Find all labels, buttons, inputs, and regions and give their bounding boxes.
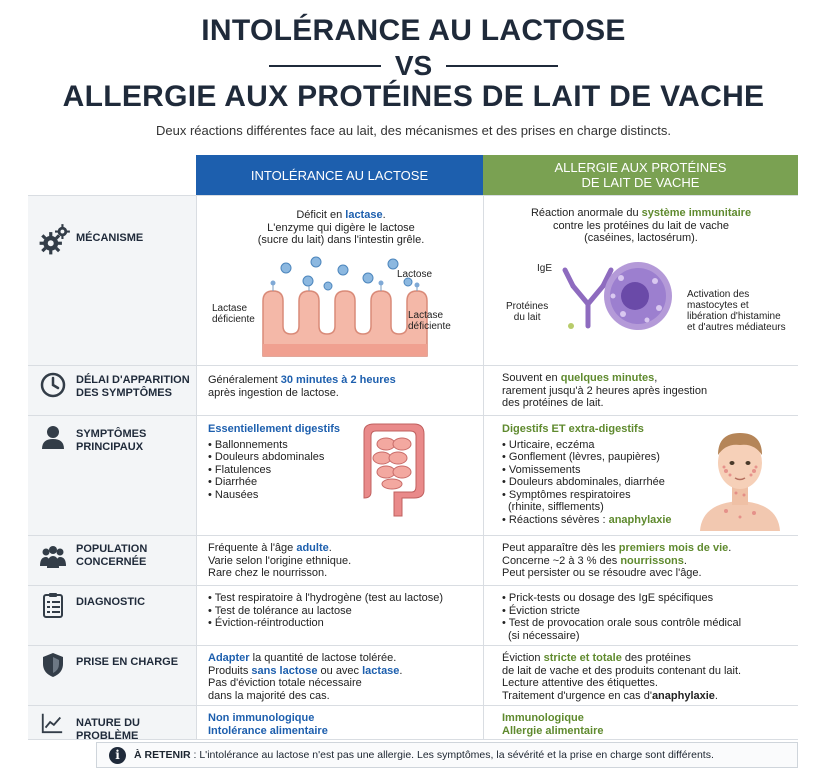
row-diagnostic	[28, 585, 798, 645]
divider	[196, 586, 197, 645]
list-item: • Urticaire, eczéma	[502, 439, 702, 452]
row-label-text: DÉLAI D'APPARITION DES SYMPTÔMES	[76, 374, 190, 399]
row-label-text: MÉCANISME	[76, 232, 144, 244]
list-item: • Éviction stricte	[502, 605, 792, 618]
column-header-allergie	[483, 155, 798, 195]
divider	[483, 706, 484, 739]
person-icon	[40, 424, 66, 450]
intestines-illustration	[356, 420, 431, 520]
row-label-prise	[28, 646, 196, 705]
delai-intolerance-text: Généralement 30 minutes à 2 heures après ingestion de lactose.	[208, 374, 396, 399]
row-population	[28, 535, 798, 585]
divider	[483, 646, 484, 705]
lactose-label: Lactose	[397, 269, 433, 280]
lactase-left-label: Lactase déficiente	[212, 303, 255, 325]
subtitle: Deux réactions différentes face au lait, des mécanismes et des prises en charge distincts.	[156, 123, 671, 138]
list-item: • Vomissements	[502, 464, 702, 477]
divider	[483, 416, 484, 535]
diagnostic-intolerance-list	[208, 592, 478, 630]
mecanisme-intolerance-text: Déficit en lactase. L'enzyme qui digère le lactose (sucre du lait) dans l'intestin grêle.	[257, 209, 425, 246]
list-item: • Ballonnements	[208, 439, 358, 452]
list-item-sub: (rhinite, sifflements)	[508, 501, 604, 513]
divider	[196, 646, 197, 705]
list-item: • Nausées	[208, 489, 358, 502]
row-label-symptomes	[28, 416, 196, 535]
row-label-delai	[28, 366, 196, 415]
row-nature	[28, 705, 798, 740]
row-prise-en-charge	[28, 645, 798, 705]
immune-cell-illustration	[543, 256, 693, 341]
row-label-text: SYMPTÔMES PRINCIPAUX	[76, 428, 147, 453]
row-delai	[28, 365, 798, 415]
row-label-text: DIAGNOSTIC	[76, 596, 146, 608]
vs-label: VS	[394, 50, 433, 81]
list-item: • Réactions sévères : anaphylaxie	[502, 513, 672, 526]
child-face-illustration	[696, 419, 784, 531]
list-item: • Éviction-réintroduction	[208, 617, 478, 630]
list-item: • Test de tolérance au lactose	[208, 605, 478, 618]
divider	[196, 366, 197, 415]
shield-icon	[40, 652, 66, 678]
prise-allergie-text: Éviction stricte et totale des protéines de lait de vache et des produits contenant du lait. Lecture attentive des étiquettes. Traitement d'urgence en cas d'anaphylaxie.	[502, 652, 742, 702]
mecanisme-allergie-text: Réaction anormale du système immunitaire contre les protéines du lait de vache (caséines, lactosérum).	[530, 207, 752, 244]
prise-intolerance-text: Adapter la quantité de lactose tolérée. Produits sans lactose ou avec lactase. Pas d'éviction totale nécessaire dans la majorité des cas.	[208, 652, 403, 702]
info-icon: i	[109, 747, 126, 764]
divider	[483, 196, 484, 365]
row-label-text: POPULATION CONCERNÉE	[76, 543, 148, 568]
list-item: • Gonflement (lèvres, paupières)	[502, 451, 702, 464]
chart-icon	[40, 711, 64, 735]
row-label-mecanisme	[28, 196, 196, 365]
activation-label: Activation des mastocytes et libération d'histamine et d'autres médiateurs	[687, 289, 786, 333]
ige-label: IgE	[537, 263, 553, 274]
divider	[196, 416, 197, 535]
list-item: • Prick-tests ou dosage des IgE spécifiques	[502, 592, 792, 605]
title-line1: INTOLÉRANCE AU LACTOSE	[201, 14, 626, 47]
title-line2: ALLERGIE AUX PROTÉINES DE LAIT DE VACHE	[62, 80, 765, 113]
divider	[446, 65, 558, 67]
list-item-sub: (si nécessaire)	[508, 629, 580, 642]
list-item: • Douleurs abdominales	[208, 451, 358, 464]
proteines-label: Protéines du lait	[506, 301, 549, 323]
clock-icon	[40, 372, 66, 398]
list-item: • Flatulences	[208, 464, 358, 477]
symptomes-intolerance-heading: Essentiellement digestifs	[208, 423, 341, 435]
row-symptomes	[28, 415, 798, 535]
row-label-text: NATURE DU PROBLÈME	[76, 717, 140, 742]
nature-intolerance-text: Non immunologique Intolérance alimentaire	[208, 712, 328, 737]
population-intolerance-text: Fréquente à l'âge adulte. Varie selon l'origine ethnique. Rare chez le nourrisson.	[208, 542, 352, 579]
row-label-nature	[28, 706, 196, 742]
people-icon	[40, 544, 66, 570]
population-allergie-text: Peut apparaître dès les premiers mois de vie. Concerne ~2 à 3 % des nourrissons. Peut persister ou se résoudre avec l'âge.	[502, 542, 732, 579]
symptomes-intolerance-list	[208, 423, 358, 501]
lactase-right-label: Lactase déficiente	[408, 310, 451, 332]
list-item: • Test respiratoire à l'hydrogène (test au lactose)	[208, 592, 478, 605]
list-item: • Symptômes respiratoires	[502, 489, 702, 502]
column-header-allergie-line2: DE LAIT DE VACHE	[581, 175, 700, 190]
clipboard-icon	[40, 592, 66, 618]
divider	[483, 366, 484, 415]
nature-allergie-text: Immunologique Allergie alimentaire	[502, 712, 604, 737]
symptomes-allergie-list	[502, 423, 702, 526]
divider	[196, 536, 197, 585]
row-label-population	[28, 536, 196, 585]
row-mecanisme	[28, 195, 798, 365]
retenir-text: À RETENIR : L'intolérance au lactose n'est pas une allergie. Les symptômes, la sévérité et la prise en charge sont différents.	[134, 749, 714, 761]
divider	[483, 536, 484, 585]
gears-icon	[38, 222, 72, 256]
divider	[269, 65, 381, 67]
list-item: • Test de provocation orale sous contrôle médical	[502, 617, 792, 630]
diagnostic-allergie-list	[502, 592, 792, 642]
row-label-text: PRISE EN CHARGE	[76, 656, 179, 668]
divider	[196, 196, 197, 365]
column-header-intolerance: INTOLÉRANCE AU LACTOSE	[196, 155, 483, 195]
column-header-allergie-line1: ALLERGIE AUX PROTÉINES	[554, 160, 727, 175]
divider	[196, 706, 197, 739]
list-item: • Douleurs abdominales, diarrhée	[502, 476, 702, 489]
symptomes-allergie-heading: Digestifs ET extra-digestifs	[502, 423, 644, 435]
delai-allergie-text: Souvent en quelques minutes, rarement jusqu'à 2 heures après ingestion des protéines de lait.	[502, 372, 708, 409]
retenir-note	[96, 742, 798, 768]
list-item: • Diarrhée	[208, 476, 358, 489]
row-label-diagnostic	[28, 586, 196, 645]
vs-separator	[0, 50, 827, 82]
divider	[483, 586, 484, 645]
